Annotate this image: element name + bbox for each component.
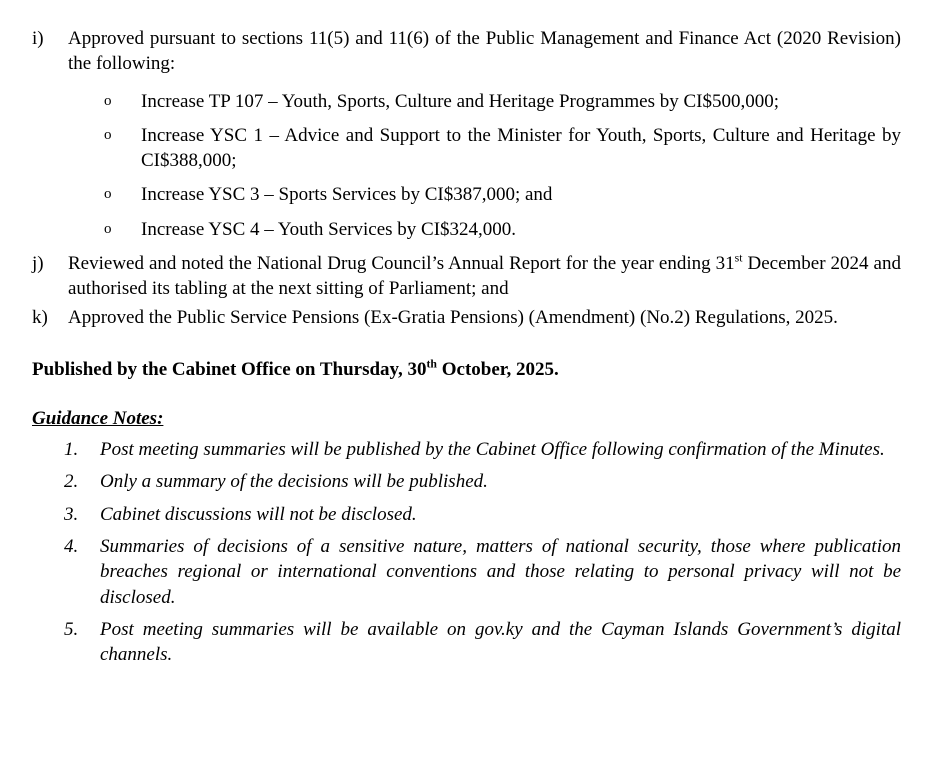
list-item [32, 251, 903, 302]
sub-list-item [104, 123, 903, 174]
list-item-text-post: December 2024 and authorised its tabling at the next sitting of Parliament; and [68, 252, 901, 300]
guidance-note-text: Post meeting summaries will be published by the Cabinet Office following confirmation of the Minutes. [100, 439, 885, 461]
list-item-text: Approved the Public Service Pensions (Ex-Gratia Pensions) (Amendment) (No.2) Regulations, 2025. [68, 307, 838, 329]
sub-list-item-marker: o [104, 126, 112, 143]
guidance-note [64, 534, 903, 610]
sub-list-item [104, 182, 903, 207]
guidance-note-marker: 1. [64, 439, 79, 461]
published-text-pre: Published by the Cabinet Office on Thursday, 30 [32, 358, 427, 380]
guidance-note [64, 502, 903, 527]
published-line [32, 357, 903, 382]
guidance-note-marker: 4. [64, 535, 79, 557]
guidance-note-text: Only a summary of the decisions will be published. [100, 471, 488, 493]
sub-list-item-text: Increase YSC 4 – Youth Services by CI$324,000. [141, 218, 517, 240]
list-item-marker: j) [32, 252, 44, 274]
sub-list-item-marker: o [104, 220, 112, 237]
guidance-note [64, 469, 903, 494]
list-item-marker: k) [32, 307, 48, 329]
sub-list-item-text: Increase TP 107 – Youth, Sports, Culture and Heritage Programmes by CI$500,000; [141, 90, 780, 112]
guidance-note-text: Summaries of decisions of a sensitive nature, matters of national security, those where publication breaches regional or international conventions and those relating to personal privacy will not be disclosed. [100, 535, 901, 608]
sub-list-item-marker: o [104, 92, 112, 109]
sub-list-item [104, 89, 903, 114]
sub-list-item [104, 217, 903, 242]
guidance-note-marker: 5. [64, 618, 79, 640]
ordinal-suffix: th [426, 357, 437, 371]
sub-list-item-text: Increase YSC 3 – Sports Services by CI$387,000; and [141, 184, 553, 206]
guidance-note-text: Post meeting summaries will be available on gov.ky and the Cayman Islands Government’s digital channels. [100, 618, 901, 666]
list-item-marker: i) [32, 28, 44, 49]
sub-list-item-text: Increase YSC 1 – Advice and Support to the Minister for Youth, Sports, Culture and Heritage by CI$388,000; [141, 124, 901, 172]
list-item-text: Approved pursuant to sections 11(5) and 11(6) of the Public Management and Finance Act (2020 Revision) the following: [68, 28, 901, 75]
guidance-notes-heading: Guidance Notes: [32, 407, 164, 429]
guidance-note-text: Cabinet discussions will not be disclosed. [100, 503, 417, 525]
guidance-note [64, 437, 903, 462]
guidance-note-marker: 2. [64, 471, 79, 493]
guidance-note-marker: 3. [64, 503, 79, 525]
guidance-note [64, 617, 903, 668]
list-item [32, 26, 903, 77]
list-item [32, 305, 903, 330]
sub-list-item-marker: o [104, 186, 112, 203]
spacer [32, 81, 903, 89]
list-item-text [68, 251, 903, 302]
list-item-text-pre: Reviewed and noted the National Drug Council’s Annual Report for the year ending 31 [68, 252, 735, 274]
ordinal-suffix: st [734, 251, 743, 265]
published-text-post: October, 2025. [436, 358, 559, 380]
